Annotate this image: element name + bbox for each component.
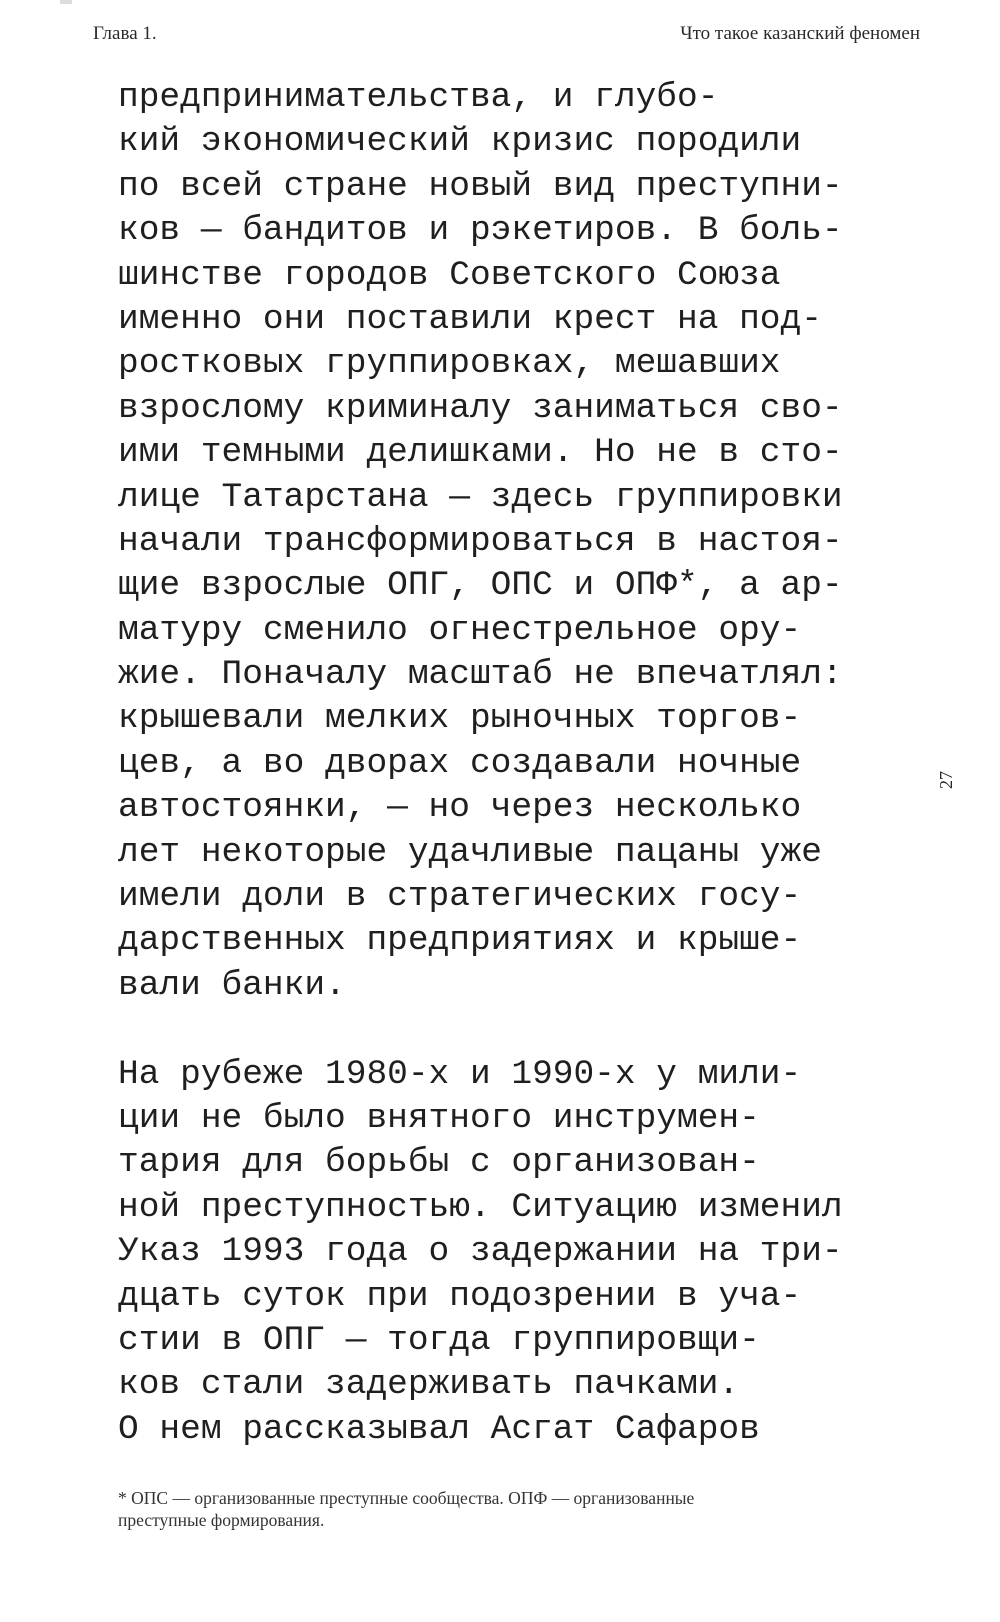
text-line: цев, а во дворах создавали ночные (118, 743, 802, 783)
paragraph (118, 1053, 948, 1453)
text-line: шинстве городов Советского Союза (118, 255, 781, 295)
text-line: вали банки. (118, 965, 346, 1005)
text-line: дарственных предприятиях и крыше- (118, 921, 802, 961)
text-line: автостоянки, — но через несколько (118, 788, 802, 828)
text-line: матуру сменило огнестрельное ору- (118, 610, 802, 650)
text-line: ной преступностью. Ситуацию изменил (118, 1187, 843, 1227)
text-line: именно они поставили крест на под- (118, 299, 822, 339)
text-line: жие. Поначалу масштаб не впечатлял: (118, 655, 843, 695)
main-text (118, 76, 948, 1452)
text-line: ими темными делишками. Но не в сто- (118, 433, 843, 473)
text-line: ков стали задерживать пачками. (118, 1365, 740, 1405)
text-line: имели доли в стратегических госу- (118, 877, 802, 917)
text-line: кий экономический кризис породили (118, 122, 802, 162)
paragraph-gap (118, 1008, 948, 1052)
text-line: ков — бандитов и рэкетиров. В боль- (118, 211, 843, 251)
footnote (118, 1487, 938, 1531)
text-line: крышевали мелких рыночных торгов- (118, 699, 802, 739)
text-line: предпринимательства, и глубо- (118, 78, 719, 117)
running-head-title: Что такое казанский феномен (680, 23, 920, 44)
text-line: щие взрослые ОПГ, ОПС и ОПФ*, а ар- (118, 566, 843, 606)
text-line: ростковых группировках, мешавших (118, 344, 781, 384)
corner-mark (60, 0, 72, 4)
paragraph (118, 76, 948, 1008)
text-line: На рубеже 1980-х и 1990-х у мили- (118, 1054, 802, 1094)
running-head-chapter: Глава 1. (93, 23, 157, 44)
text-line: взрослому криминалу заниматься сво- (118, 388, 843, 428)
footnote-line: * ОПС — организованные преступные сообщества. ОПФ — организованные (118, 1488, 695, 1508)
text-line: тария для борьбы с организован- (118, 1143, 760, 1183)
text-line: О нем рассказывал Асгат Сафаров (118, 1409, 760, 1449)
text-line: начали трансформироваться в настоя- (118, 521, 843, 561)
text-line: по всей стране новый вид преступни- (118, 166, 843, 206)
text-line: ции не было внятного инструмен- (118, 1098, 760, 1138)
text-line: лице Татарстана — здесь группировки (118, 477, 843, 517)
text-line: дцать суток при подозрении в уча- (118, 1276, 802, 1316)
footnote-line: преступные формирования. (118, 1510, 325, 1530)
page-number: 27 (935, 771, 956, 789)
text-line: стии в ОПГ — тогда группировщи- (118, 1320, 760, 1360)
text-line: Указ 1993 года о задержании на три- (118, 1232, 843, 1272)
text-line: лет некоторые удачливые пацаны уже (118, 832, 822, 872)
